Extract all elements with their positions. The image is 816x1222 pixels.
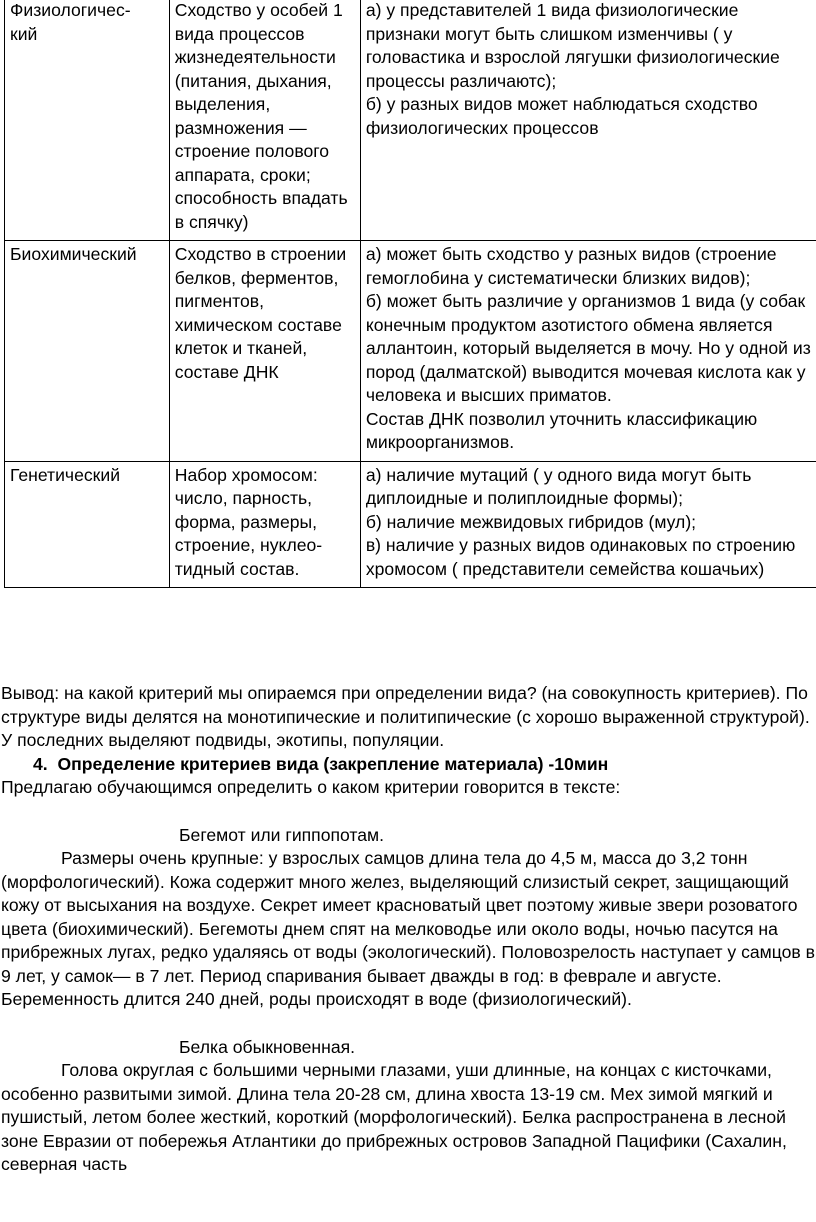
- section-title: Определение критериев вида (закрепление материала) -10мин: [57, 753, 609, 774]
- section-number: 4.: [33, 753, 48, 774]
- example-title: Белка обыкновенная.: [179, 1036, 356, 1057]
- remarks-cell: а) у представителей 1 вида физиологические признаки могут быть слишком изменчивы ( у головастика и взрослой лягушки физиологические процессы различаютс); б) у разных видов может наблюдаться сходство физиологических процессов: [360, 0, 816, 241]
- description-cell: Сходство в строении белков, ферментов, пигментов, химическом составе клеток и тканей, составе ДНК: [169, 241, 360, 462]
- table-row: [5, 0, 816, 241]
- criteria-table: [4, 0, 816, 588]
- example-paragraph: Голова округлая с большими черными глазами, уши длинные, на концах с кисточками, особенно развитыми зимой. Длина тела 20-28 см, длина хвоста 13-19 см. Мех зимой мягкий и пушистый, летом более жесткий, короткий (морфологический). Белка распространена в лесной зоне Евразии от побережья Атлантики до прибрежных островов Западной Пацифики (Сахалин, северная часть: [1, 1060, 787, 1174]
- criterion-cell: Физиологичес- кий: [5, 0, 170, 241]
- criterion-cell: Генетический: [5, 461, 170, 588]
- description-cell: Набор хромосом: число, парность, форма, размеры, строение, нуклео- тидный состав.: [169, 461, 360, 588]
- instruction-paragraph: Предлагаю обучающимся определить о каком критерии говорится в тексте:: [1, 777, 621, 797]
- table-row: [5, 461, 816, 588]
- criterion-cell: Биохимический: [5, 241, 170, 462]
- description-cell: Сходство у особей 1 вида процессов жизнедеятельности (питания, дыхания, выделения, размножения — строение полового аппарата, сроки; способность впадать в спячку): [169, 0, 360, 241]
- document-body: [1, 682, 815, 1177]
- example-title: Бегемот или гиппопотам.: [179, 824, 385, 845]
- table-row: [5, 241, 816, 462]
- example-paragraph: Размеры очень крупные: у взрослых самцов длина тела до 4,5 м, масса до 3,2 тонн (морфологический). Кожа содержит много желез, выделяющий слизистый секрет, защищающий кожу от высыхания на воздухе. Секрет имеет красноватый цвет поэтому живые звери розоватого цвета (биохимический). Бегемоты днем спят на мелководье или около воды, ночью пасутся на прибрежных лугах, редко удаляясь от воды (экологический). Половозрелость наступает у самцов в 9 лет, у самок— в 7 лет. Период спаривания бывает дважды в год: в феврале и августе. Беременность длится 240 дней, роды происходят в воде (физиологический).: [1, 848, 816, 1009]
- remarks-cell: а) может быть сходство у разных видов (строение гемоглобина у систематически близких видов); б) может быть различие у организмов 1 вида (у собак конечным продуктом азотистого обмена является аллантоин, который выделяется в мочу. Но у одной из пород (далматской) выводится мочевая кислота как у человека и высших приматов. Состав ДНК позволил уточнить классификацию микроорганизмов.: [360, 241, 816, 462]
- remarks-cell: а) наличие мутаций ( у одного вида могут быть диплоидные и полиплоидные формы); б) наличие межвидовых гибридов (мул); в) наличие у разных видов одинаковых по строению хромосом ( представители семейства кошачьих): [360, 461, 816, 588]
- section-heading: [1, 753, 815, 777]
- conclusion-paragraph: Вывод: на какой критерий мы опираемся при определении вида? (на совокупность критериев). По структуре виды делятся на монотипические и политипические (с хорошо выраженной структурой). У последних выделяют подвиды, экотипы, популяции.: [1, 683, 810, 750]
